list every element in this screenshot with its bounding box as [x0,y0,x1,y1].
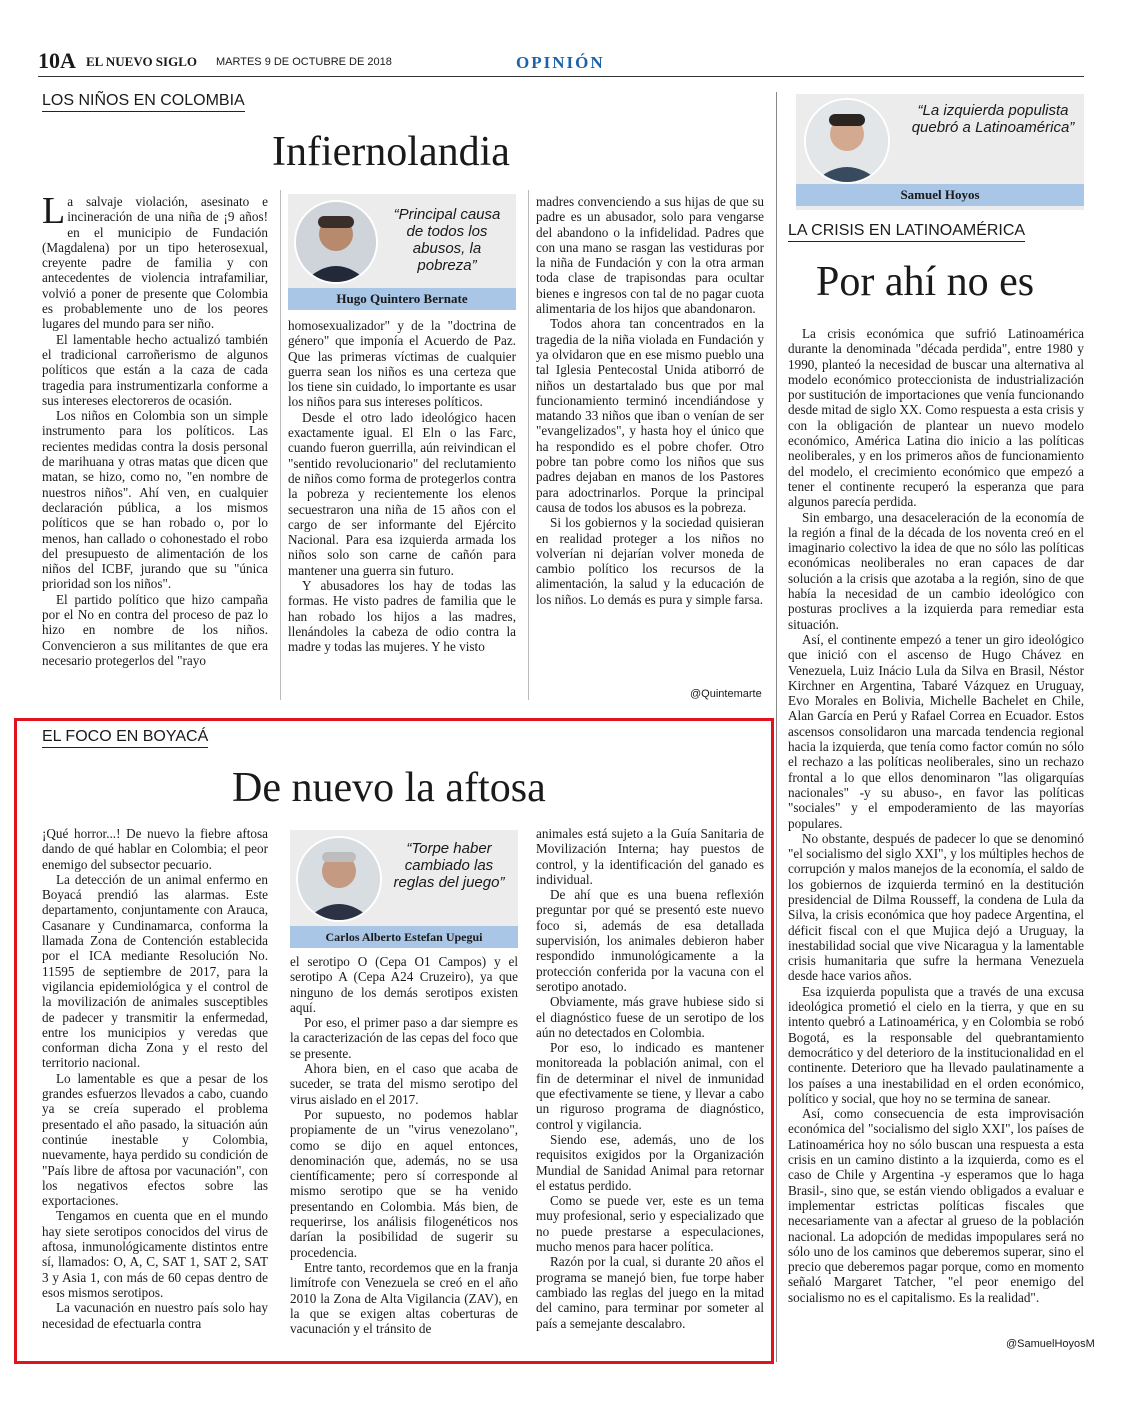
author-name: Hugo Quintero Bernate [288,288,516,310]
article-column [536,826,764,1350]
page-header [38,48,1084,77]
column-divider [528,190,529,700]
article-kicker: LA CRISIS EN LATINOAMÉRICA [788,222,1025,242]
article-column [42,826,268,1350]
article-paragraph: Tengamos en cuenta que en el mundo hay siete serotipos conocidos del virus de aftosa, inmunológicamente distintos entre sí, llamados: O, A, C, SAT 1, SAT 2, SAT 3 y Asia 1, con más de 60 cepas dentro de esos mismos serotipos. [42,1208,268,1300]
column-divider [280,190,281,700]
article-paragraph: madres convenciendo a sus hijas de que su padre es un abusador, solo para vengarse del abandono o la infidelidad. Padres que con una mano se rasgan las vestiduras por la niña de Fundación y con la otra arman toda clase de trapisondas para ocultar bienes e ingresos con tal de no pagar cuota alimentaria de los hijos que abandonaron. [536,194,764,317]
column-divider [776,92,777,1362]
author-photo [296,836,382,922]
author-photo [294,200,378,284]
article-paragraph: Desde el otro lado ideológico hacen exactamente igual. El Eln o las Farc, cuando fueron guerrilla, aún reivindican el "sentido revolucionario" del reclutamiento de niños como forma de protegerlos contra la pobreza y recientemente los elenos secuestraron una niña de 15 años con el cargo de ser informante del Ejército Nacional. Para esa izquierda armada los niños solo son carne de cañón para mantener una guerra sin futuro. [288,409,516,578]
author-box [796,94,1084,210]
paper-name: EL NUEVO SIGLO [86,54,197,69]
author-name: Carlos Alberto Estefan Upegui [290,926,518,948]
article-paragraph: Y abusadores los hay de todas las formas. He visto padres de familia que le han robado los hijos a las madres, llenándoles la cabeza de odio contra la madre y todas las mujeres. Y he visto [288,578,516,655]
pull-quote: “La izquierda populista quebró a Latinoamérica” [911,102,1075,136]
article-paragraph: Por eso, el primer paso a dar siempre es la caracterización de las cepas del foco que se presente. [290,1015,518,1061]
issue-date: MARTES 9 DE OCTUBRE DE 2018 [216,56,392,68]
article-paragraph: Por supuesto, no podemos hablar propiamente de un "virus venezolano", como se dijo en aquel entonces, denominación que, además, no se usa científicamente; pero sí corresponde al mismo serotipo que se ha venido presentando en Colombia. Más bien, de requerirse, los análisis filogenéticos nos darían la posibilidad de sugerir su procedencia. [290,1106,518,1260]
article-paragraph: La vacunación en nuestro país solo hay necesidad de efectuarla contra [42,1300,268,1331]
article-column [42,194,268,704]
article-column [536,194,764,684]
article-paragraph: De ahí que es una buena reflexión preguntar por qué se presentó este nuevo foco si, además de esa detallada supervisión, los animales debieron haber respondido inmunológicamente a la protección conferida por la vacuna con el serotipo anotado. [536,887,764,994]
pull-quote: “Torpe haber cambiado las reglas del juego” [393,840,505,891]
article-paragraph: Entre tanto, recordemos que en la franja limítrofe con Venezuela se creó en el año 2010 la Zona de Alta Vigilancia (ZAV), en la que se exigen altas coberturas de vacunación y el tránsito de [290,1259,518,1337]
article-paragraph: Razón por la cual, si durante 20 años el programa se manejó bien, fue torpe haber cambiado las reglas del juego en la mitad del camino, para terminar por someter al país a semejante descalabro. [536,1254,764,1331]
pull-quote: “Principal causa de todos los abusos, la pobreza” [393,206,501,274]
author-box [288,194,516,310]
drop-cap: L [42,194,66,232]
article-paragraph: homosexualizador" y de la "doctrina de género" que imponía el Acuerdo de Paz. Que las primeras víctimas de cualquier guerra sean los niños es una certeza que los tiene sin cuidado, lo importante es usar los niños para sus intereses políticos. [288,318,516,410]
article-paragraph: Así, el continente empezó a tener un giro ideológico que inició con el ascenso de Hugo Chávez en Venezuela, Luiz Inácio Lula da Silva en Brasil, Néstor Kirchner en Argentina, Tabaré Vázquez en Uruguay, Evo Morales en Bolivia, Michelle Bachelet en Chile, Alan García en Perú y Rafael Correa en Ecuador. Estos ascensos consolidaron una marcada tendencia regional hacia la izquierda, que tenía como factor común no sólo el rechazo a las políticas neoliberales, sino un rechazo frontal a lo que ellos denominaron "las oligarquías nacionales" -y su abuso-, en favor las políticas "sociales" y el empoderamiento de las mayorías populares. [788,631,1084,831]
author-box [290,830,518,948]
article-paragraph: Como se puede ver, este es un tema muy profesional, serio y especializado que no puede prestarse a especulaciones, mucho menos para hacer política. [536,1193,764,1255]
author-photo [804,98,890,184]
article-paragraph: Lo lamentable es que a pesar de los grandes esfuerzos llevados a cabo, cuando ya se creía superado el problema presentado el año pasado, la situación aún continúe inestable y Colombia, nuevamente, haya perdido su condición de "País libre de aftosa por vacunación", con los negativos efectos sobre las exportaciones. [42,1070,268,1209]
article-column [288,318,516,704]
article-headline: Infiernolandia [272,129,510,175]
article-paragraph: La crisis económica que sufrió Latinoamérica durante la denominada "década perdida", entre 1980 y 1990, planteó la necesidad de buscar una alternativa al modelo económico proteccionista de industrialización por sustitución de importaciones que venía funcionando desde mitad de siglo XX. Como respuesta a esta crisis y con la obligación de plantear un nuevo modelo económico, América Latina dio inicio a las políticas neoliberales, y en los primeros años de funcionamiento del modelo, el crecimiento económico que empezó a tener el continente recuperó la esperanza que para algunos parecía perdida. [788,326,1084,510]
author-handle: @Quintemarte [690,688,762,700]
article-paragraph: ¡Qué horror...! De nuevo la fiebre aftosa dando de qué hablar en Colombia; el peor enemigo del subsector pecuario. [42,826,268,872]
article-headline: Por ahí no es [816,259,1035,305]
article-column [290,954,518,1350]
article-paragraph: Todos ahora tan concentrados en la tragedia de la niña violada en Fundación y ya olvidaron que en ese mismo pueblo una tal Iglesia Pentecostal Unida atiborró de niños un destartalado bus que por mal funcionamiento terminó incendiándose y matando 33 niños que iban o venían de ser "evangelizados", y hasta hoy el único que ha respondido es el pobre chofer. Otro pobre tan pobre como los niños que sus padres dejaban en manos de los Pastores para adoctrinarlos. Porque la principal causa de todos los abusos es la pobreza. [536,316,764,515]
author-name: Samuel Hoyos [796,184,1084,206]
article-paragraph: Esa izquierda populista que a través de una excusa ideológica prometió el cielo en la tierra, y que en su intento quebró a Latinoamérica, y en Colombia se robó Bogotá, es la responsable del quebrantamiento democrático y del deterioro de la institucionalidad en el continente. Deterioro que ha llevado paulatinamente a los países a una inestabilidad en el orden económico, político y social, que hoy no se termina de sanear. [788,983,1084,1106]
article-paragraph: Ahora bien, en el caso que acaba de suceder, se trata del mismo serotipo del virus aislado en el 2017. [290,1061,518,1107]
article-paragraph: Obviamente, más grave hubiese sido si el diagnóstico fuese de un serotipo de los aún no detectados en Colombia. [536,994,764,1040]
article-paragraph: La detección de un animal enfermo en Boyacá prendió las alarmas. Este departamento, conjuntamente con Arauca, Casanare y Cundinamarca, conforma la llamada Zona de Contención establecida por el ICA mediante Resolución No. 11595 de septiembre de 2017, para la vigilancia epidemiológica y el control de la movilización de animales susceptibles de padecer y transmitir la enfermedad, entre los municipios y veredas que conforman dicha Zona y el resto del territorio nacional. [42,871,268,1071]
article-paragraph: Sin embargo, una desaceleración de la economía de la región a final de la década de los noventa creó en el imaginario colectivo la idea de que no sólo las políticas económicas neoliberales no eran capaces de dar solución a la crisis que azotaba a la región, sino de que había la necesidad de un cambio ideológico con posturas proclives a la izquierda para remediar esta situación. [788,509,1084,632]
article-kicker: EL FOCO EN BOYACÁ [42,728,208,748]
section-name: OPINIÓN [516,53,605,72]
article-paragraph: Así, como consecuencia de esta improvisación económica del "socialismo del siglo XXI", los países de Latinoamérica hoy no sólo buscan una respuesta a esta crisis en un camino distinto a la izquierda, como es el caso de Chile y Argentina -y esperamos que lo haga Brasil-, sino que, se están viendo obligados a evaluar e implementar estrictas políticas fiscales que necesariamente van a afectar al grueso de la población nacional. La adopción de medidas impopulares será no sólo uno de los caminos que deberemos superar, sino el precio que deberemos pagar porque, como en momento señaló Margaret Tatcher, "el peor enemigo del socialismo no es el capitalismo. Es la realidad". [788,1106,1084,1305]
article-headline: De nuevo la aftosa [232,765,546,811]
author-handle: @SamuelHoyosM [1006,1338,1095,1350]
article-paragraph: Los niños en Colombia son un simple instrumento para los políticos. Las recientes medidas contra la dosis personal de marihuana y otras matas que dicen que matan, se hizo, como no, "en nombre de nuestros niños". Ahí ven, en cualquier declaración pública, a los mismos políticos que se han robado o, por lo menos, han callado o cohonestado el robo del presupuesto de alimentación de los niños del ICBF, jurando que su "única prioridad son los niños". [42,408,268,592]
article-paragraph: La salvaje violación, asesinato e incineración de una niña de ¡9 años! en el municipio de Fundación (Magdalena) por un tipo heterosexual, creyente padre de familia y con antecedentes de violencia intrafamiliar, volvió a poner de presente que Colombia es probablemente uno de los peores lugares del mundo para ser niño. [42,194,268,332]
article-paragraph: El lamentable hecho actualizó también el tradicional carroñerismo de algunos políticos que están a la caza de cada tragedia para instrumentizarla conforme a sus intereses electoreros de ocasión. [42,331,268,408]
article-paragraph: Si los gobiernos y la sociedad quisieran en realidad proteger a los niños no volverían ni dejarían volver moneda de cambio político los recursos de la alimentación, la salud y la educación de los niños. Lo demás es pura y simple farsa. [536,515,764,607]
article-paragraph: Por eso, lo indicado es mantener monitoreada la población animal, con el fin de determinar el nivel de inmunidad que efectivamente se tiene, y llevar a cabo un riguroso programa de diagnóstico, control y vigilancia. [536,1040,764,1132]
article-column [788,326,1084,1346]
article-paragraph: No obstante, después de padecer lo que se denominó "el socialismo del siglo XXI", y los múltiples hechos de corrupción y malos manejos de la economía, el saldo de los gobiernos de izquierda terminó en la destitución presidencial de Dilma Rousseff, la condena de Lula da Silva, la crisis económica que hoy padece Argentina, el déficit fiscal con el que Mujica dejó a Uruguay, la inestabilidad social que vive Nicaragua y la lamentable crisis humanitaria que sufre la hermana Venezuela desde hace varios años. [788,830,1084,984]
article-paragraph: El partido político que hizo campaña por el No en contra del proceso de paz lo hizo en nombre de los niños. Convencieron a sus militantes de que era necesario protegerlos del "rayo [42,591,268,668]
article-paragraph: Siendo ese, además, uno de los requisitos exigidos por la Organización Mundial de Sanidad Animal para retornar el estatus perdido. [536,1131,764,1193]
article-kicker: LOS NIÑOS EN COLOMBIA [42,92,245,112]
article-paragraph: el serotipo O (Cepa O1 Campos) y el serotipo A (Cepa A24 Cruzeiro), ya que ninguno de los demás serotipos existen aquí. [290,954,518,1015]
page-number: 10A [38,48,76,73]
article-paragraph: animales está sujeto a la Guía Sanitaria de Movilización Interna; hay puestos de control, y la identificación del ganado es individual. [536,826,764,887]
